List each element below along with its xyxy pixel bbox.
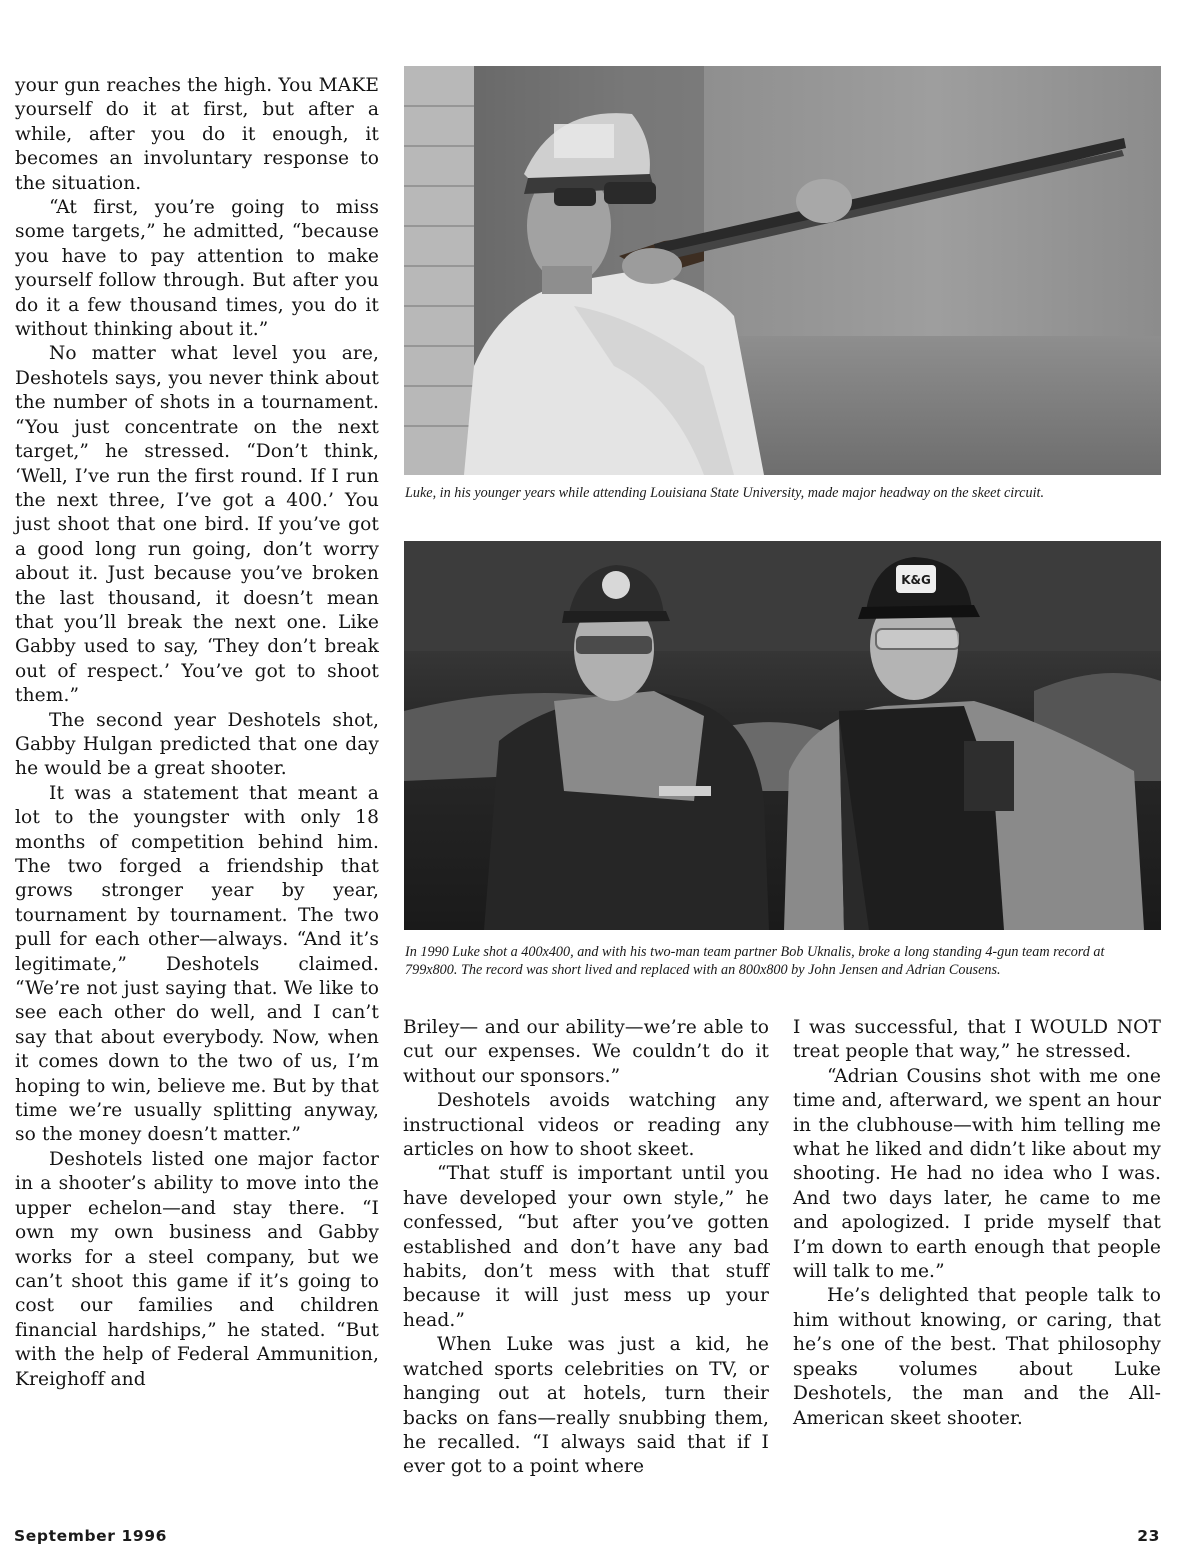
page-number: 23	[1137, 1527, 1160, 1545]
paragraph: It was a statement that meant a lot to the youngster with only 18 months of competition behind him. The two forged a friendship that grows stronger year by year, tournament by tournament. The two pull for each other—always. “And it’s legitimate,” Deshotels claimed. “We’re not just saying that. We like to see each other do well, and I can’t say that about everybody. Now, when it comes down to the two of us, I’m hoping to win, believe me. But by that time we’re usually splitting anyway, so the money doesn’t matter.”	[15, 782, 379, 1146]
photo-caption-top: Luke, in his younger years while attending Louisiana State University, made major headway on the skeet circuit.	[405, 485, 1044, 501]
paragraph: I was successful, that I WOULD NOT treat people that way,” he stressed.	[793, 1017, 1161, 1063]
photo-shooter-aiming	[404, 66, 1161, 475]
photo-two-shooters-image	[404, 541, 1161, 930]
article-column-right	[793, 1016, 1161, 1431]
paragraph: When Luke was just a kid, he watched sports celebrities on TV, or hanging out at hotels, turn their backs on fans—really snubbing them, he recalled. “I always said that if I ever got to a point where	[403, 1334, 769, 1478]
photo-shooter-aiming-image	[404, 66, 1161, 475]
cap-logo-text: K&G	[901, 573, 931, 587]
article-column-left	[15, 74, 379, 1392]
paragraph: “At first, you’re going to miss some targets,” he admitted, “because you have to pay attention to make yourself follow through. But after you do it a few thousand times, you do it without thinking about it.”	[15, 197, 379, 341]
paragraph: No matter what level you are, Deshotels says, you never think about the number of shots in a tournament. “You just concentrate on the next target,” he stressed. “Don’t think, ‘Well, I’ve run the first round. If I run the next three, I’ve got a 400.’ You just shoot that one bird. If you’ve got a good long run going, don’t worry about it. Just because you’ve broken the last thousand, it doesn’t mean that you’ll break the next one. Like Gabby used to say, ‘They don’t break out of respect.’ You’ve got to shoot them.”	[15, 343, 379, 707]
paragraph: The second year Deshotels shot, Gabby Hulgan predicted that one day he would be a great shooter.	[15, 709, 379, 780]
paragraph: “That stuff is important until you have developed your own style,” he confessed, “but after you’ve gotten established and don’t have any bad habits, don’t mess with that stuff because it will just mess up your head.”	[403, 1163, 769, 1331]
article-column-middle	[403, 1016, 769, 1480]
paragraph: your gun reaches the high. You MAKE yourself do it at first, but after a while, after you do it enough, it becomes an involuntary response to the situation.	[15, 75, 379, 194]
photo-caption-bottom: In 1990 Luke shot a 400x400, and with his two-man team partner Bob Uknalis, broke a long standing 4-gun team record at 799x800. The record was short lived and replaced with an 800x800 by John Jensen and Adrian Cousens.	[405, 944, 1105, 978]
paragraph: “Adrian Cousins shot with me one time and, afterward, we spent an hour in the clubhouse—with him telling me what he liked and didn’t like about my shooting. He had no idea who I was. And two days later, he came to me and apologized. I pride myself that I’m down to earth enough that people will talk to me.”	[793, 1065, 1161, 1283]
paragraph: Deshotels avoids watching any instructional videos or reading any articles on how to shoot skeet.	[403, 1090, 769, 1161]
paragraph: He’s delighted that people talk to him without knowing, or caring, that he’s one of the best. That philosophy speaks volumes about Luke Deshotels, the man and the All-American skeet shooter.	[793, 1285, 1161, 1429]
paragraph: Briley— and our ability—we’re able to cut our expenses. We couldn’t do it without our sponsors.”	[403, 1017, 769, 1087]
paragraph: Deshotels listed one major factor in a shooter’s ability to move into the upper echelon—and stay there. “I own my own business and Gabby works for a steel company, but we can’t shoot this game if it’s going to cost our families and children financial hardships,” he stated. “But with the help of Federal Ammunition, Kreighoff and	[15, 1148, 379, 1390]
photo-two-shooters	[404, 541, 1161, 930]
footer-date: September 1996	[14, 1527, 168, 1545]
